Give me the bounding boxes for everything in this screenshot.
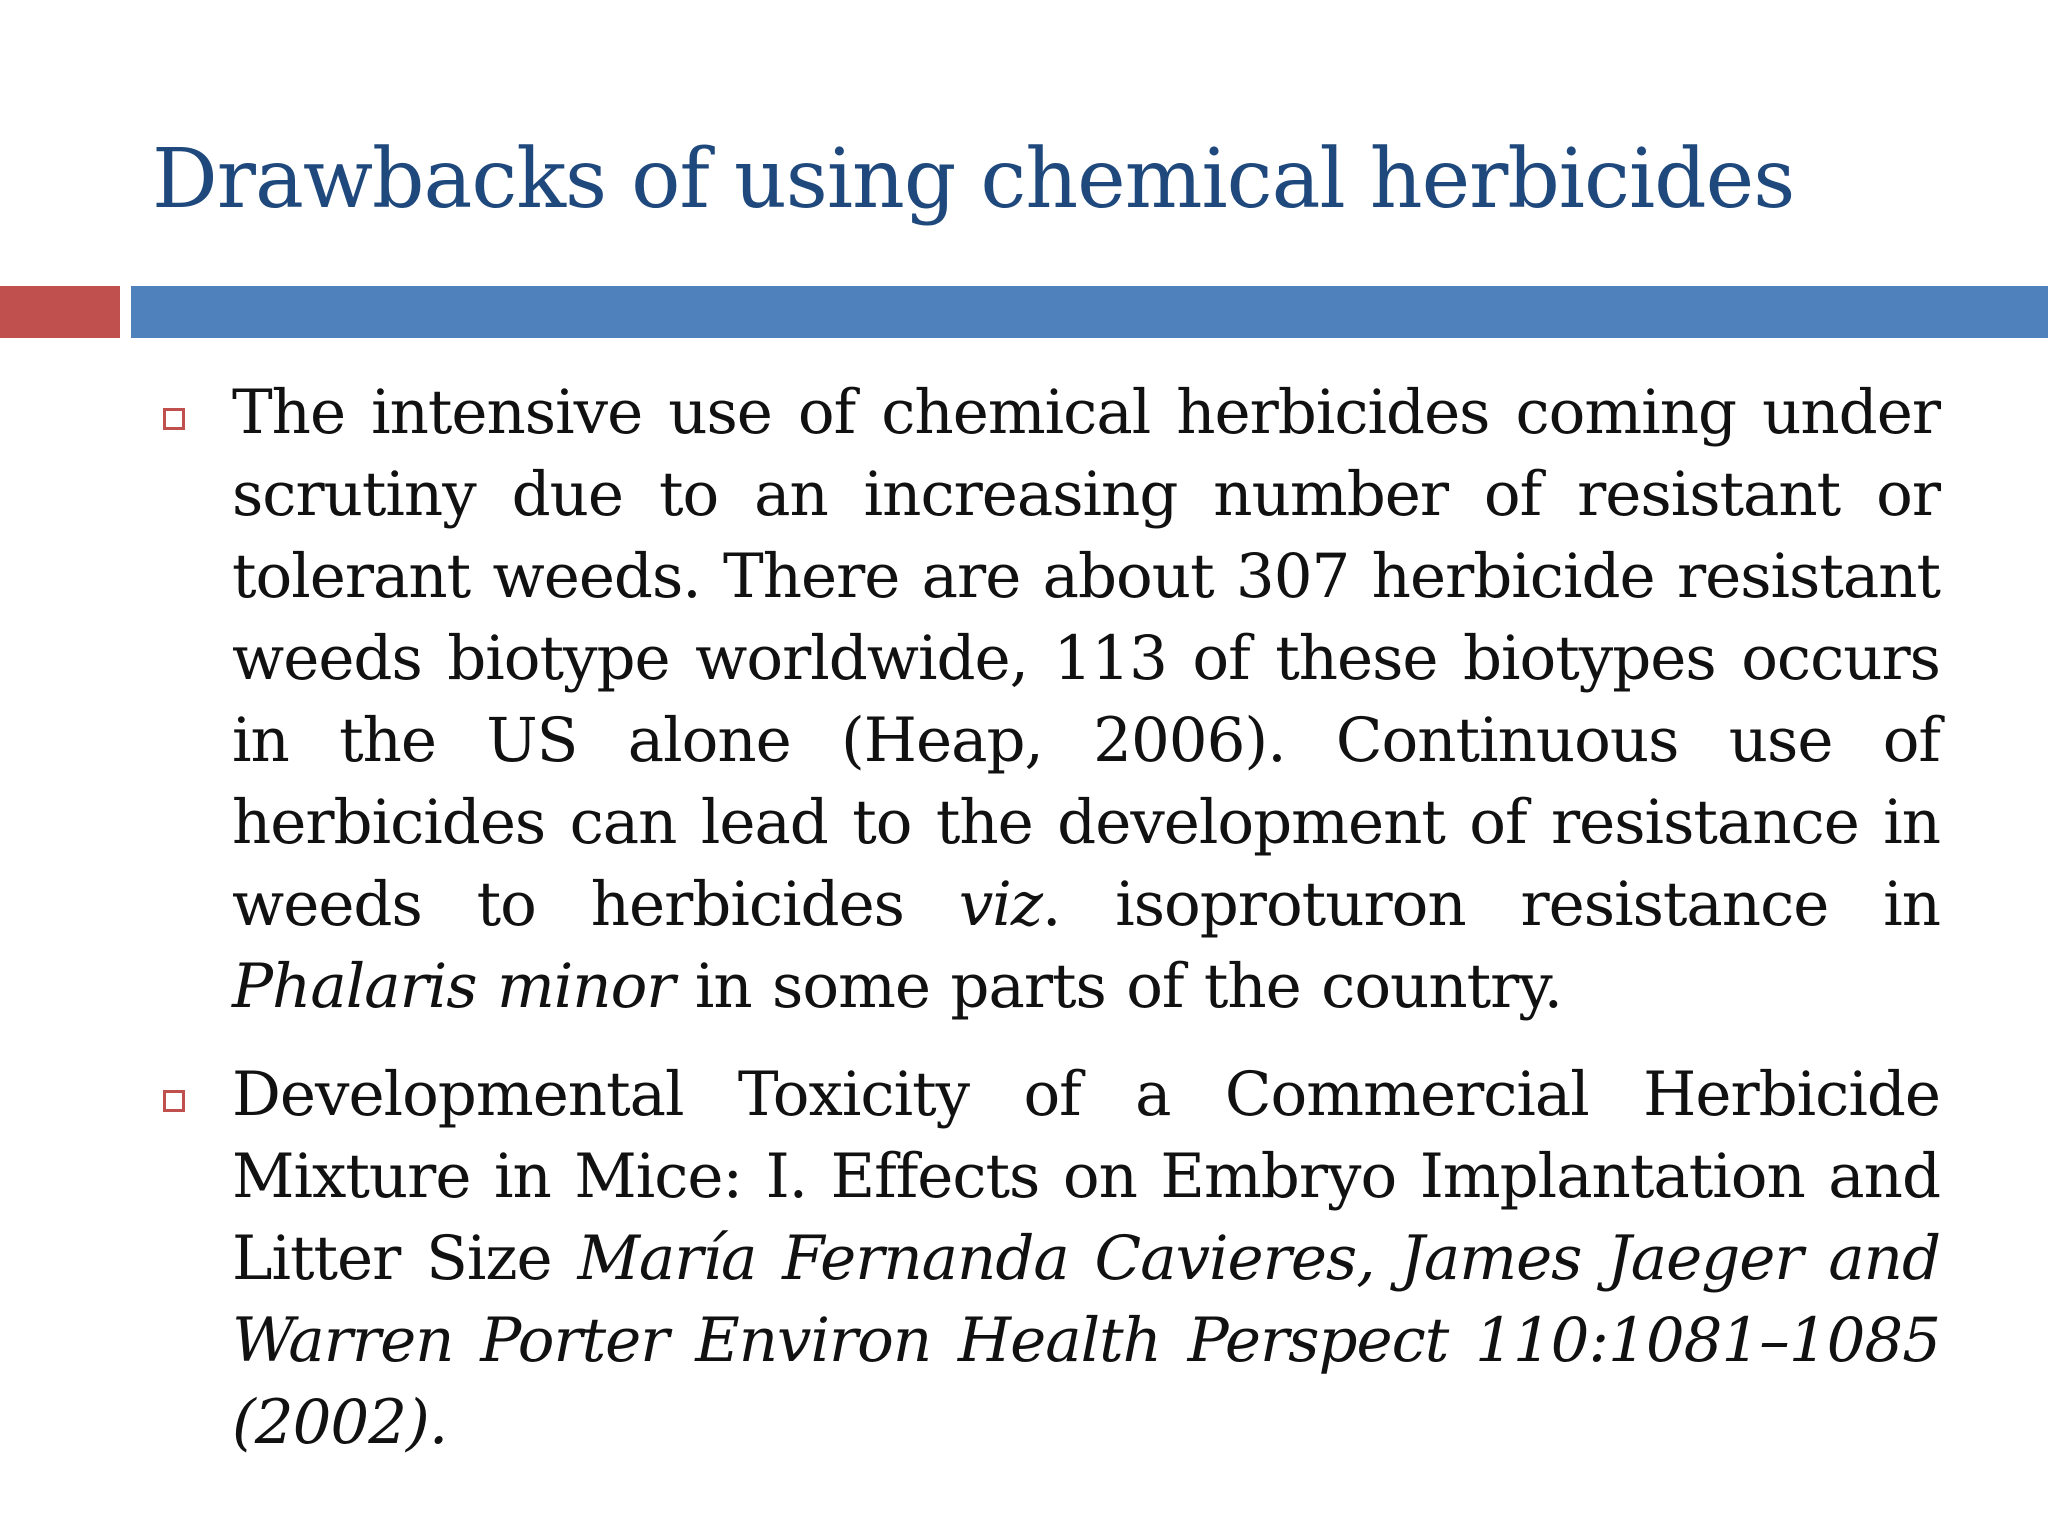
bullet-text-part: in some parts of the country. [674, 951, 1563, 1022]
citation-authors: María Fernanda Cavieres, James Jaeger and Warren Porter [232, 1223, 1941, 1376]
bullet-text-part: . isoproturon resistance in [1041, 869, 1940, 940]
bullet-text [232, 1054, 1940, 1464]
bullet-text-italic-species: Phalaris minor [232, 951, 675, 1022]
bullet-text-part: The intensive use of chemical herbicides coming under scrutiny due to an increasing number of resistant or tolerant weeds. There are about 307 herbicide resistant weeds biotype worldwide, 113 of these biotypes occurs in the US alone (Heap, 2006). Continuous use of herbicides can lead to the development of resistance in weeds to herbicides [232, 377, 1940, 940]
bullet-item-herbicide-resistance [160, 372, 1940, 1028]
title-accent-bar-blue [131, 286, 2048, 338]
square-bullet-icon [163, 1090, 185, 1112]
bullet-list [160, 372, 1940, 1490]
bullet-item-developmental-toxicity [160, 1054, 1940, 1464]
square-bullet-icon [163, 408, 185, 430]
bullet-text [232, 372, 1940, 1028]
slide-title: Drawbacks of using chemical herbicides [152, 132, 1795, 227]
citation-title: Developmental Toxicity of a Commercial Herbicide Mixture in Mice: I. Effects on Embryo Implantation and Litter Size [232, 1059, 1940, 1294]
bullet-text-italic-viz: viz [958, 869, 1042, 940]
title-accent-bar-red [0, 286, 120, 338]
citation-journal: Environ Health Perspect 110:1081–1085 (2002). [232, 1305, 1941, 1458]
